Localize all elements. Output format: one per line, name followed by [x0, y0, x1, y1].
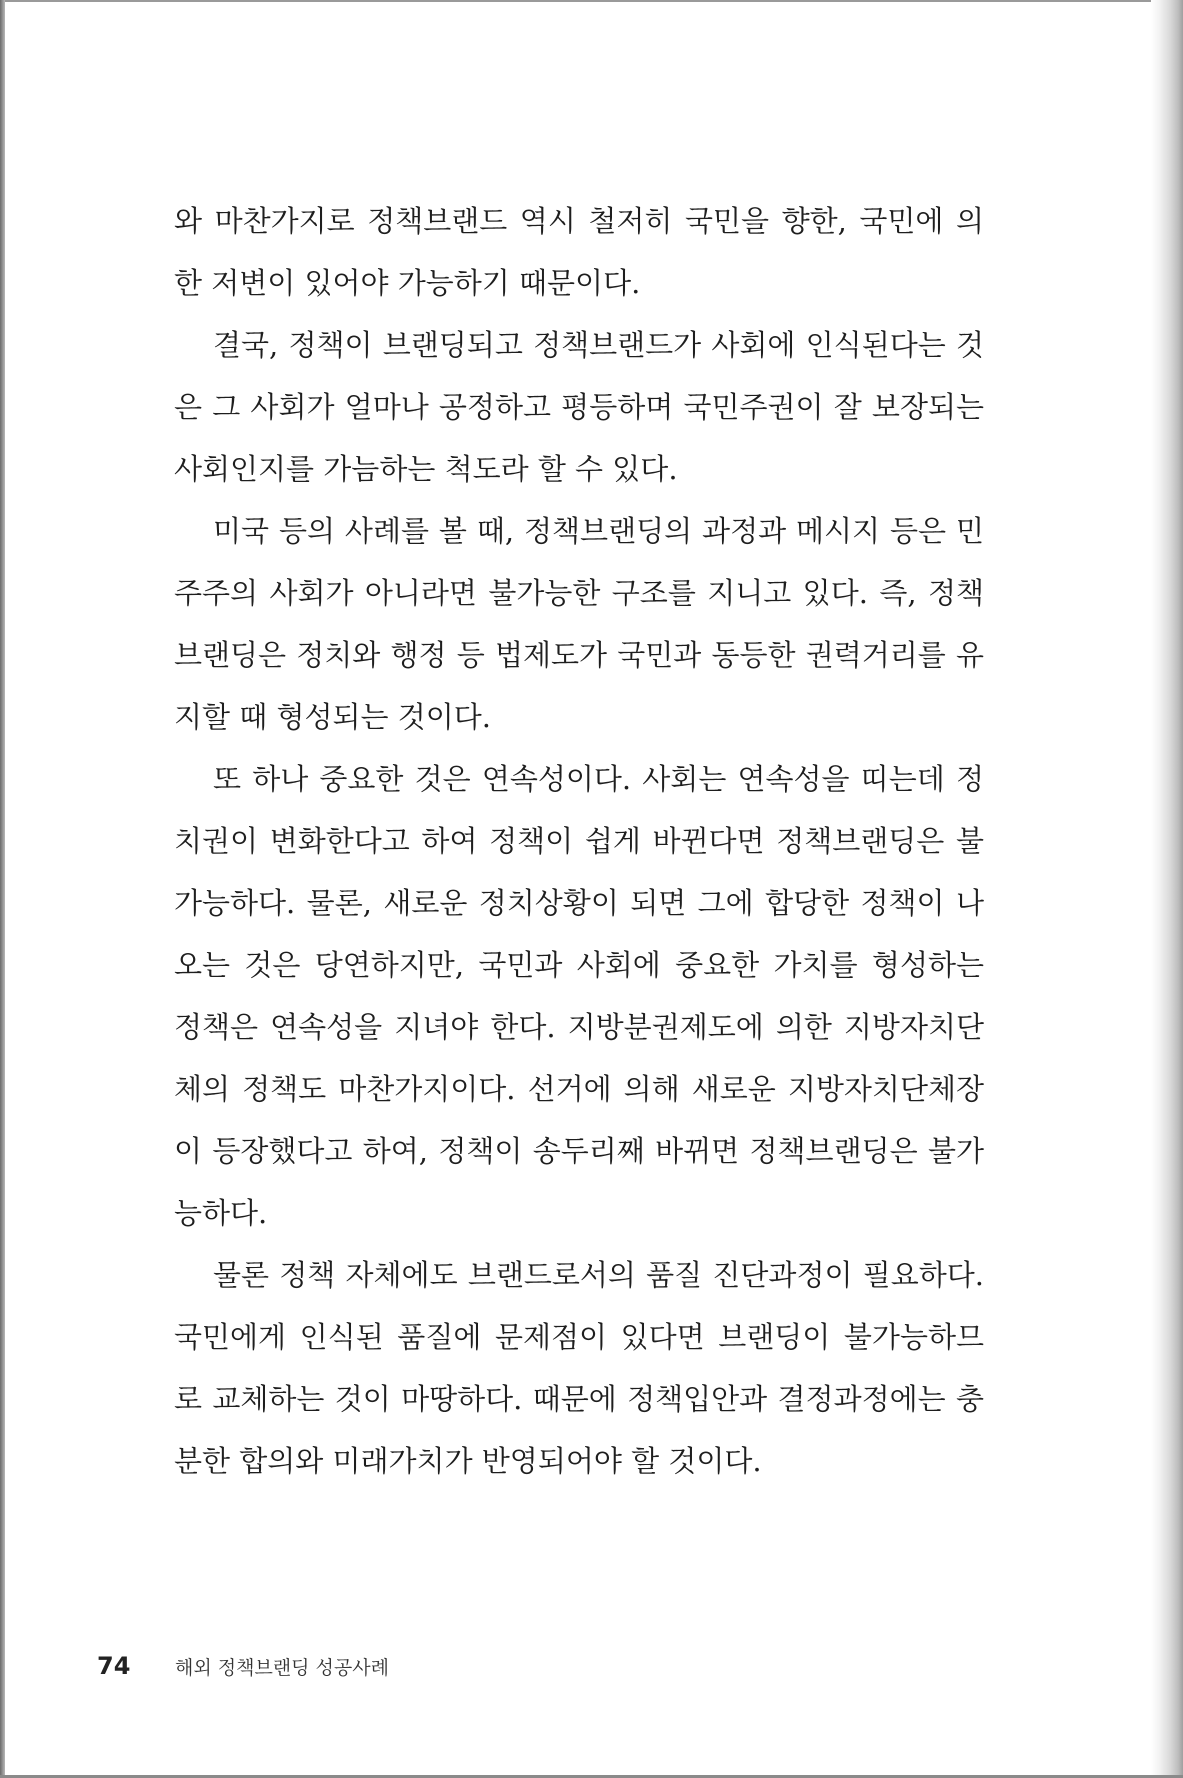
paragraph-1: 와 마찬가지로 정책브랜드 역시 철저히 국민을 향한, 국민에 의한 저변이 있어야 가능하기 때문이다.: [174, 204, 984, 300]
paragraph-3: 미국 등의 사례를 볼 때, 정책브랜딩의 과정과 메시지 등은 민주주의 사회가 아니라면 불가능한 구조를 지니고 있다. 즉, 정책브랜딩은 정치와 행정 등 법제도가 국민과 동등한 권력거리를 유지할 때 형성되는 것이다.: [174, 514, 984, 734]
paragraph-5: 물론 정책 자체에도 브랜드로서의 품질 진단과정이 필요하다. 국민에게 인식된 품질에 문제점이 있다면 브랜딩이 불가능하므로 교체하는 것이 마땅하다. 때문에 정책입안과 결정과정에는 충분한 합의와 미래가치가 반영되어야 할 것이다.: [174, 1258, 984, 1478]
page-number: 74: [97, 1652, 131, 1680]
page-spine-shadow: [1151, 0, 1183, 1778]
paragraph-2: 결국, 정책이 브랜딩되고 정책브랜드가 사회에 인식된다는 것은 그 사회가 얼마나 공정하고 평등하며 국민주권이 잘 보장되는 사회인지를 가늠하는 척도라 할 수 있다.: [174, 328, 984, 486]
body-text: [174, 190, 984, 1492]
page-footer: [97, 1652, 389, 1680]
page-top-edge: [0, 0, 1183, 2]
paragraph-4: 또 하나 중요한 것은 연속성이다. 사회는 연속성을 띠는데 정치권이 변화한다고 하여 정책이 쉽게 바뀐다면 정책브랜딩은 불가능하다. 물론, 새로운 정치상황이 되면 그에 합당한 정책이 나오는 것은 당연하지만, 국민과 사회에 중요한 가치를 형성하는 정책은 연속성을 지녀야 한다. 지방분권제도에 의한 지방자치단체의 정책도 마찬가지이다. 선거에 의해 새로운 지방자치단체장이 등장했다고 하여, 정책이 송두리째 바뀌면 정책브랜딩은 불가능하다.: [174, 762, 984, 1230]
running-title: 해외 정책브랜딩 성공사례: [175, 1657, 389, 1679]
page-left-edge: [0, 0, 5, 1778]
